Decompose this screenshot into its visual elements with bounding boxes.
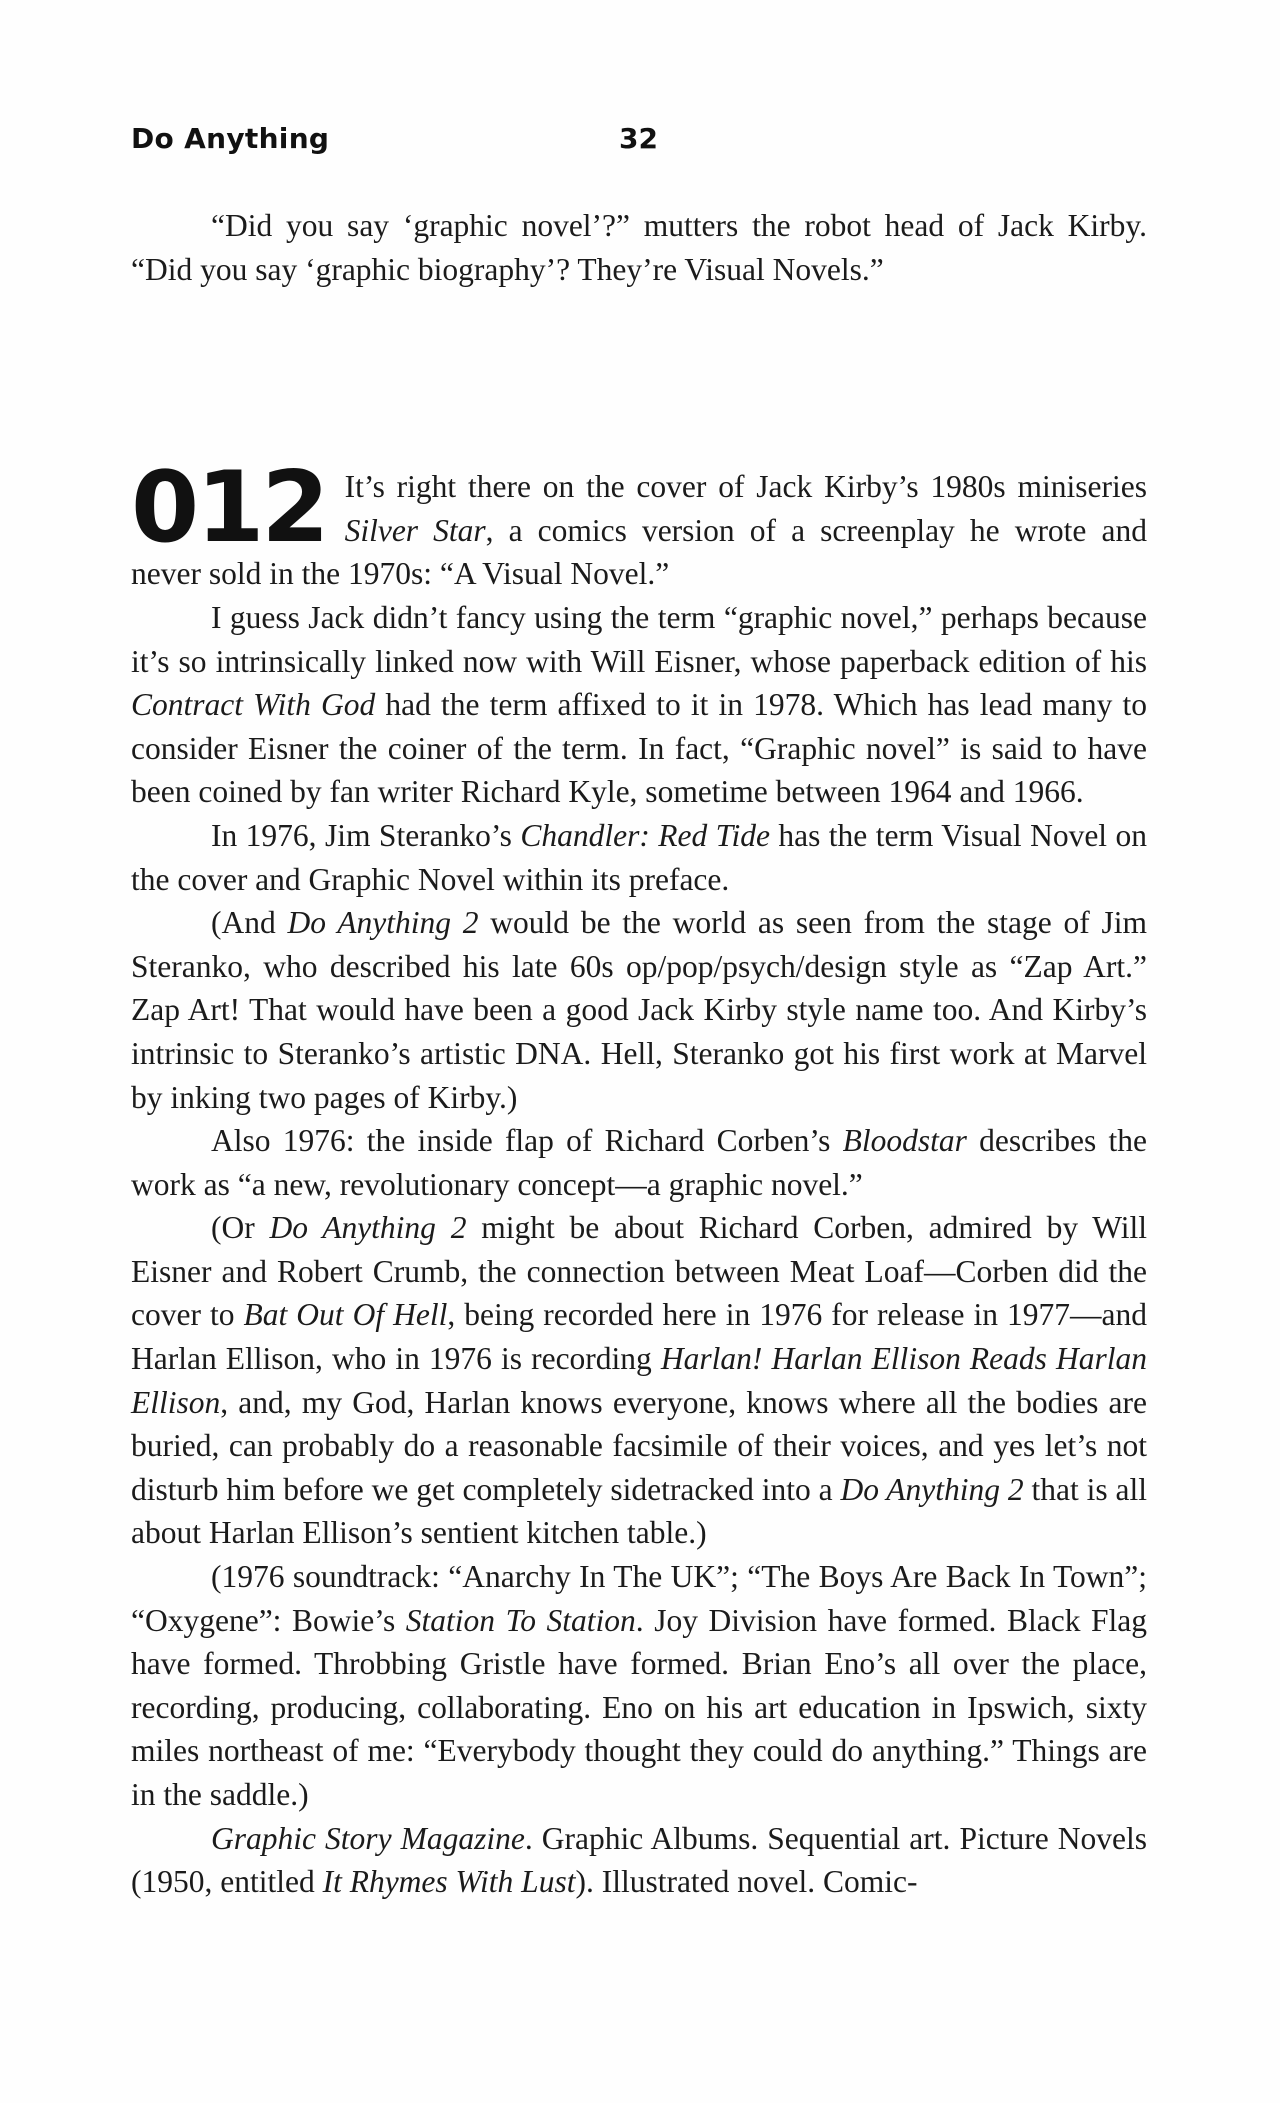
paragraph-3 bbox=[131, 814, 1147, 901]
paragraph-8-text-b: ). Illustrated novel. Comic- bbox=[575, 1864, 918, 1900]
paragraph-6-text-c: , being recorded here in 1976 for release in 1977—and Harlan Ellison, who in 1976 is recording bbox=[131, 1297, 1147, 1377]
paragraph-2-text-b: had the term affixed to it in 1978. Which has lead many to consider Eisner the coiner of the term. In fact, “Graphic novel” is said to have been coined by fan writer Richard Kyle, sometime between 1964 and 1966. bbox=[131, 687, 1148, 810]
paragraph-2 bbox=[131, 596, 1147, 814]
title-do-anything-2: Do Anything 2 bbox=[269, 1210, 467, 1246]
paragraph-7 bbox=[131, 1555, 1147, 1817]
paragraph-8-text-a: . Graphic Albums. Sequential art. Picture Novels (1950, entitled bbox=[131, 1820, 1147, 1900]
paragraph-3-text-b: has the term Visual Novel on the cover and Graphic Novel within its preface. bbox=[131, 817, 1147, 897]
title-do-anything-2: Do Anything 2 bbox=[840, 1471, 1024, 1507]
running-header bbox=[131, 122, 671, 162]
title-graphic-story-magazine: Graphic Story Magazine bbox=[211, 1820, 525, 1856]
paragraph-4-text-b: would be the world as seen from the stage of Jim Steranko, who described his late 60s op/pop/psych/design style as “Zap Art.” Zap Art! That would have been a good Jack Kirby style name too. And Kirby’s intrinsic to Steranko’s artistic DNA. Hell, Steranko got his first work at Marvel by inking two pages of Kirby.) bbox=[131, 905, 1147, 1115]
epigraph bbox=[131, 204, 1147, 291]
page-number: 32 bbox=[619, 122, 658, 155]
paragraph-1-text-b: , a comics version of a screenplay he wrote and never sold in the 1970s: “A Visual Novel.” bbox=[131, 512, 1147, 592]
title-chandler-red-tide: Chandler: Red Tide bbox=[520, 817, 770, 853]
paragraph-5-text-a: Also 1976: the inside flap of Richard Corben’s bbox=[211, 1123, 843, 1159]
epigraph-line-1: “Did you say ‘graphic novel’?” mutters the robot head of Jack Kirby. bbox=[211, 208, 1147, 243]
paragraph-3-text-a: In 1976, Jim Steranko’s bbox=[211, 817, 521, 853]
page-body bbox=[131, 204, 1147, 1904]
paragraph-6-text-e: that is all about Harlan Ellison’s sentient kitchen table.) bbox=[131, 1471, 1147, 1551]
paragraph-4-text-a: (And bbox=[211, 905, 288, 941]
epigraph-line-2: “Did you say ‘graphic biography’? They’re Visual Novels.” bbox=[131, 251, 884, 287]
paragraph-1-text-a: It’s right there on the cover of Jack Kirby’s 1980s miniseries bbox=[344, 469, 1147, 505]
running-title: Do Anything bbox=[131, 122, 330, 155]
paragraph-7-text-a: (1976 soundtrack: “Anarchy In The UK”; “The Boys Are Back In Town”; “Oxygene”: Bowie’s bbox=[131, 1559, 1147, 1638]
title-it-rhymes-with-lust: It Rhymes With Lust bbox=[322, 1864, 576, 1900]
title-bloodstar: Bloodstar bbox=[842, 1123, 967, 1159]
paragraph-6-text-a: (Or bbox=[211, 1210, 270, 1246]
section-number: 012 bbox=[131, 451, 327, 566]
paragraph-6 bbox=[131, 1206, 1147, 1555]
paragraph-5 bbox=[131, 1119, 1147, 1206]
title-contract-with-god: Contract With God bbox=[131, 687, 376, 723]
paragraph-2-text-a: I guess Jack didn’t fancy using the term “graphic novel,” perhaps because it’s so intrinsically linked now with Will Eisner, whose paperback edition of his bbox=[131, 599, 1147, 679]
paragraph-7-text-b: . Joy Division have formed. Black Flag have formed. Throbbing Gristle have formed. Brian Eno’s all over the place, recording, producing, collaborating. Eno on his art education in Ipswich, sixty miles northeast of me: “Everybody thought they could do anything.” Things are in the saddle.) bbox=[131, 1602, 1148, 1812]
title-silver-star: Silver Star bbox=[344, 512, 486, 548]
paragraph-5-text-b: describes the work as “a new, revolutionary concept—a graphic novel.” bbox=[131, 1123, 1148, 1202]
paragraph-6-text-b: might be about Richard Corben, admired by Will Eisner and Robert Crumb, the connection between Meat Loaf—Corben did the cover to bbox=[131, 1210, 1148, 1333]
title-do-anything-2: Do Anything 2 bbox=[287, 905, 479, 941]
paragraph-4 bbox=[131, 901, 1147, 1119]
paragraph-6-text-d: , and, my God, Harlan knows everyone, knows where all the bodies are buried, can probably do a reasonable facsimile of their voices, and yes let’s not disturb him before we get completely sidetracked into a bbox=[131, 1384, 1147, 1507]
title-harlan-ellison-reads: Harlan! Harlan Ellison Reads Harlan Ellison bbox=[131, 1341, 1147, 1420]
title-bat-out-of-hell: Bat Out Of Hell bbox=[243, 1297, 448, 1333]
section-012 bbox=[131, 451, 1147, 596]
title-station-to-station: Station To Station bbox=[405, 1602, 636, 1638]
paragraph-8 bbox=[131, 1817, 1147, 1904]
